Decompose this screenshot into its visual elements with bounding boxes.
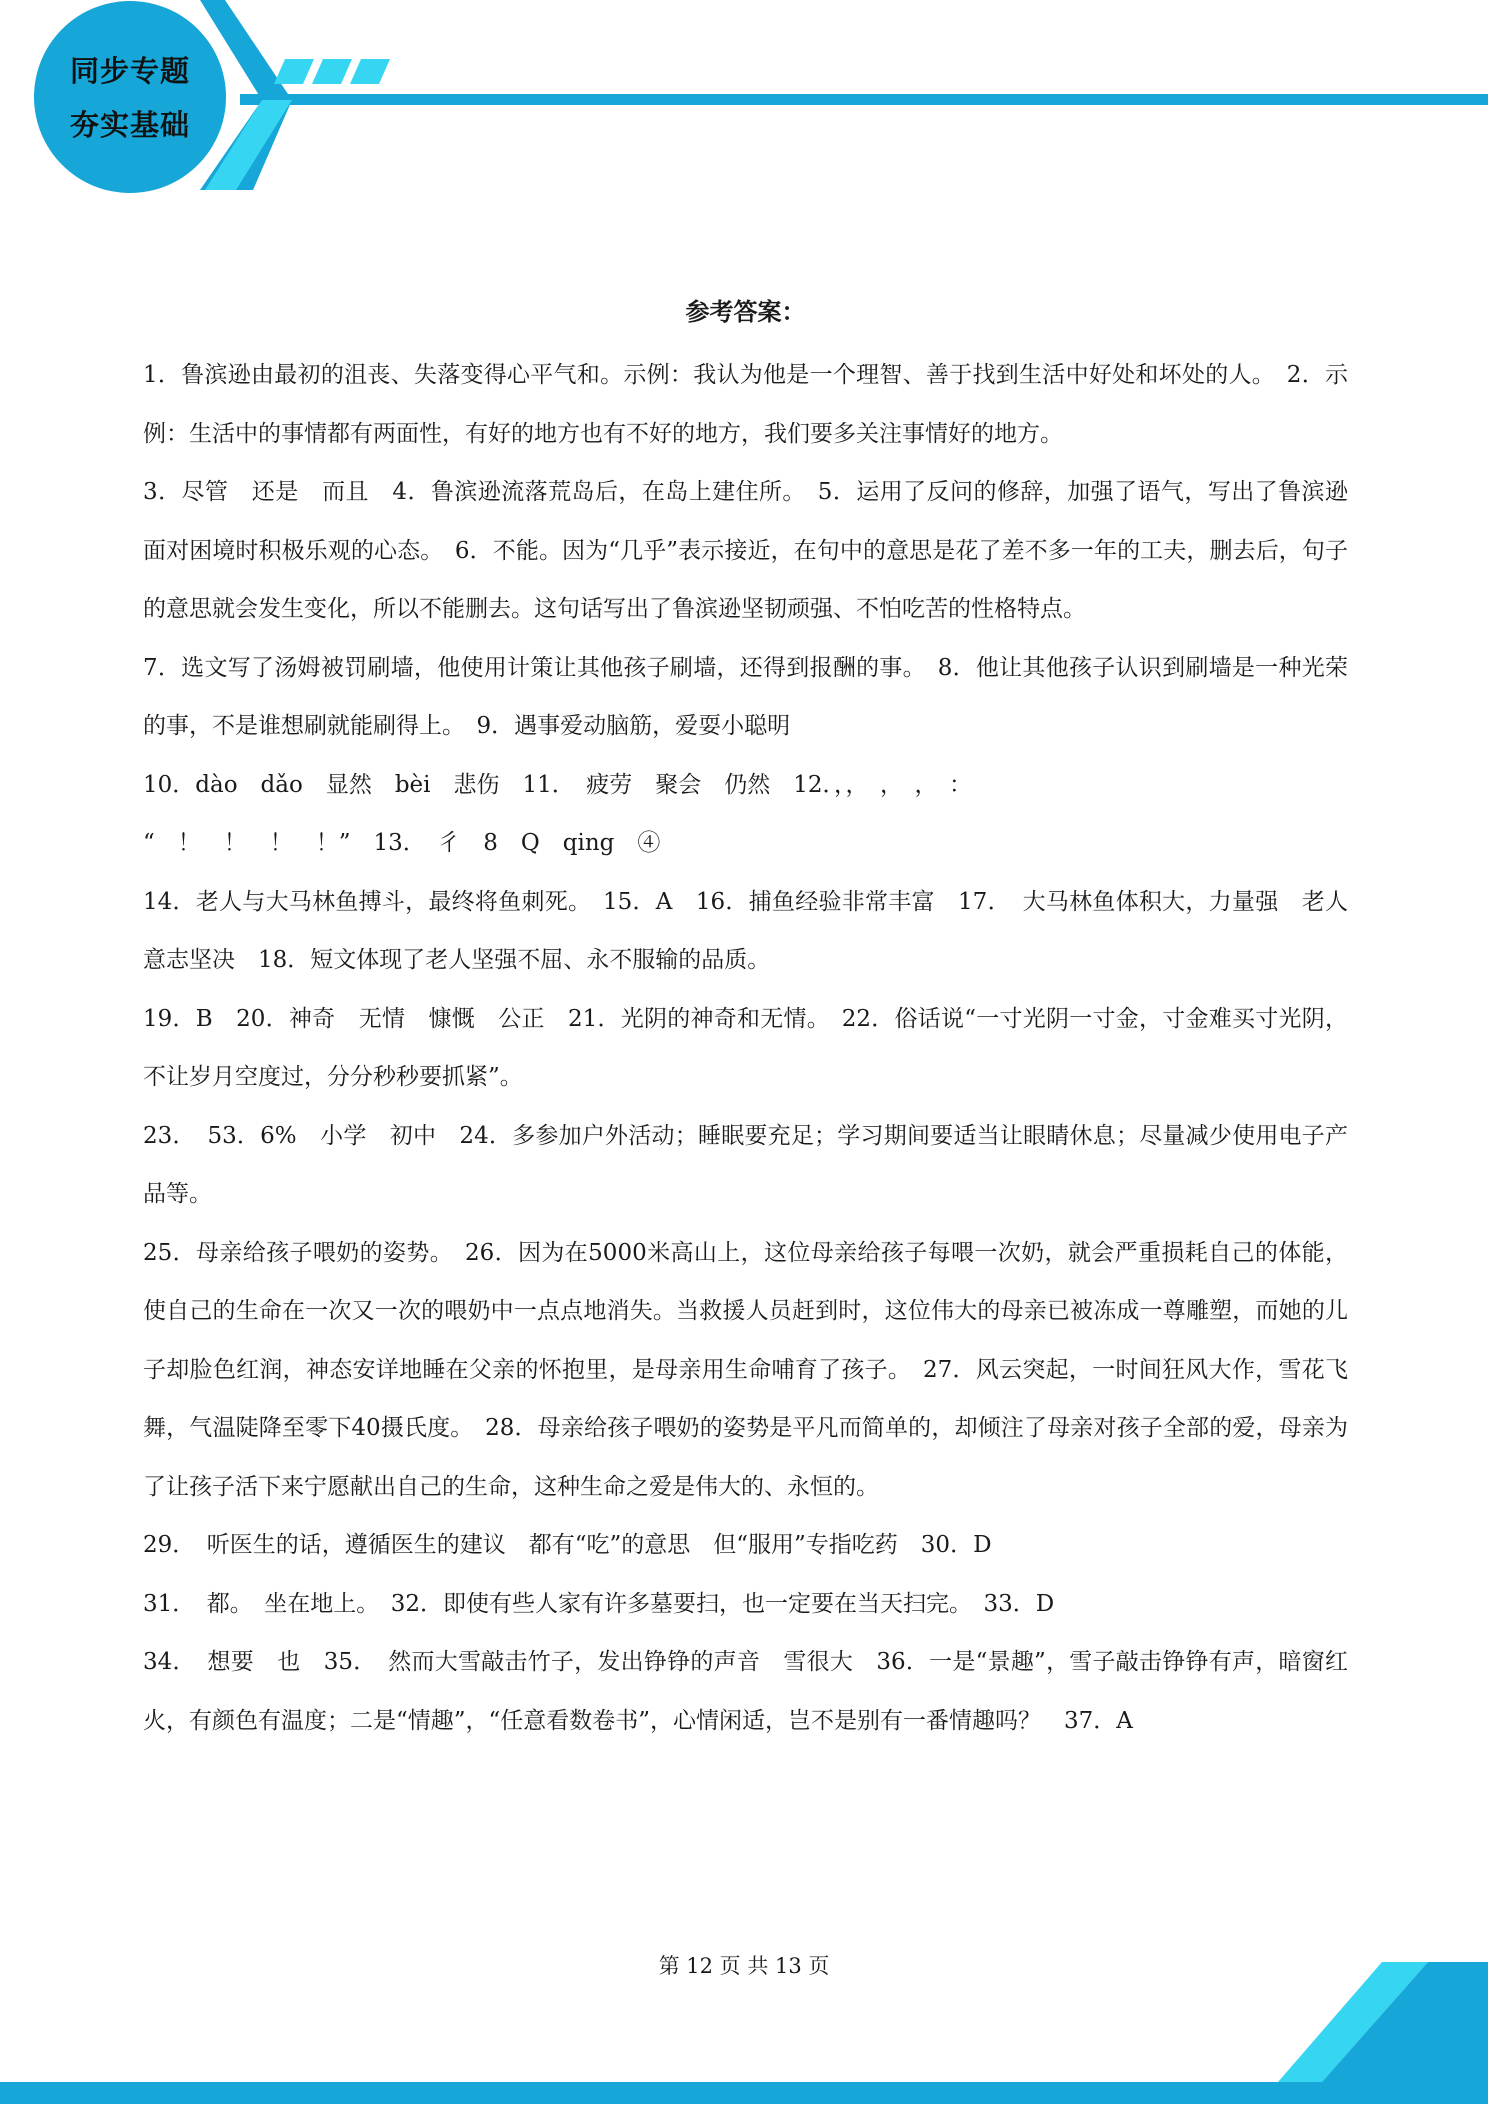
- answer-paragraph: 34． 想要 也 35． 然而大雪敲击竹子，发出铮铮的声音 雪很大 36．一是“景趣”，雪子敲击铮铮有声，暗窗红火，有颜色有温度；二是“情趣”，“任意看数卷书”，心情闲适，岂不是别有一番情趣吗？ 37．A: [143, 1649, 1348, 1734]
- answer-paragraph: 3．尽管 还是 而且 4．鲁滨逊流落荒岛后，在岛上建住所。 5．运用了反问的修辞，加强了语气，写出了鲁滨逊面对困境时积极乐观的心态。 6．不能。因为“几乎”表示接近，在句中的意思是花了差不多一年的工夫，删去后，句子的意思就会发生变化，所以不能删去。这句话写出了鲁滨逊坚韧顽强、不怕吃苦的性格特点。: [143, 479, 1348, 622]
- header-stripe: [350, 59, 390, 84]
- answer-paragraph: 29． 听医生的话，遵循医生的建议 都有“吃”的意思 但“服用”专指吃药 30．D: [143, 1532, 992, 1558]
- answer-paragraph: “ ！ ！ ！ ！” 13． 彳 8 Q qing ④: [143, 830, 661, 856]
- header-badge: [35, 5, 225, 190]
- answer-paragraph: 31． 都。 坐在地上。 32．即使有些人家有许多墓要扫，也一定要在当天扫完。 33．D: [143, 1590, 1055, 1617]
- footer-bar: [0, 2082, 1488, 2104]
- answer-paragraph: 19．B 20．神奇 无情 慷慨 公正 21．光阴的神奇和无情。 22．俗话说“一寸光阴一寸金，寸金难买寸光阴，不让岁月空度过，分分秒秒要抓紧”。: [143, 1005, 1348, 1090]
- header-stripe: [274, 59, 314, 84]
- answer-paragraph: 7．选文写了汤姆被罚刷墙，他使用计策让其他孩子刷墙，还得到报酬的事。 8．他让其他孩子认识到刷墙是一种光荣的事，不是谁想刷就能刷得上。 9．遇事爱动脑筋，爱耍小聪明: [143, 654, 1348, 739]
- page-number: 第 12 页 共 13 页: [658, 1954, 830, 1978]
- answer-paragraph: 10．dào dǎo 显然 bèi 悲伤 11． 疲劳 聚会 仍然 12．，， ， ， ：: [143, 771, 973, 798]
- answer-content: [143, 288, 1348, 1750]
- page-title: 参考答案：: [685, 297, 806, 326]
- badge-line-2: 夯实基础: [69, 107, 190, 142]
- header-stripe: [312, 59, 352, 84]
- badge-line-1: 同步专题: [69, 53, 190, 88]
- header-line: [240, 94, 1488, 105]
- answer-paragraph: 14．老人与大马林鱼搏斗，最终将鱼刺死。 15．A 16．捕鱼经验非常丰富 17． 大马林鱼体积大，力量强 老人意志坚决 18．短文体现了老人坚强不屈、永不服输的品质。: [143, 888, 1348, 973]
- answer-paragraph: 23． 53．6% 小学 初中 24．多参加户外活动；睡眠要充足；学习期间要适当让眼睛休息；尽量减少使用电子产品等。: [143, 1122, 1348, 1207]
- answer-paragraph: 1．鲁滨逊由最初的沮丧、失落变得心平气和。示例：我认为他是一个理智、善于找到生活中好处和坏处的人。 2．示例：生活中的事情都有两面性，有好的地方也有不好的地方，我们要多关注事情好的地方。: [143, 362, 1348, 447]
- answer-paragraph: 25．母亲给孩子喂奶的姿势。 26．因为在5000米高山上，这位母亲给孩子每喂一次奶，就会严重损耗自己的体能，使自己的生命在一次又一次的喂奶中一点点地消失。当救援人员赶到时，这位伟大的母亲已被冻成一尊雕塑，而她的儿子却脸色红润，神态安详地睡在父亲的怀抱里，是母亲用生命哺育了孩子。 27．风云突起，一时间狂风大作，雪花飞舞，气温陡降至零下40摄氏度。 28．母亲给孩子喂奶的姿势是平凡而简单的，却倾注了母亲对孩子全部的爱，母亲为了让孩子活下来宁愿献出自己的生命，这种生命之爱是伟大的、永恒的。: [143, 1239, 1348, 1500]
